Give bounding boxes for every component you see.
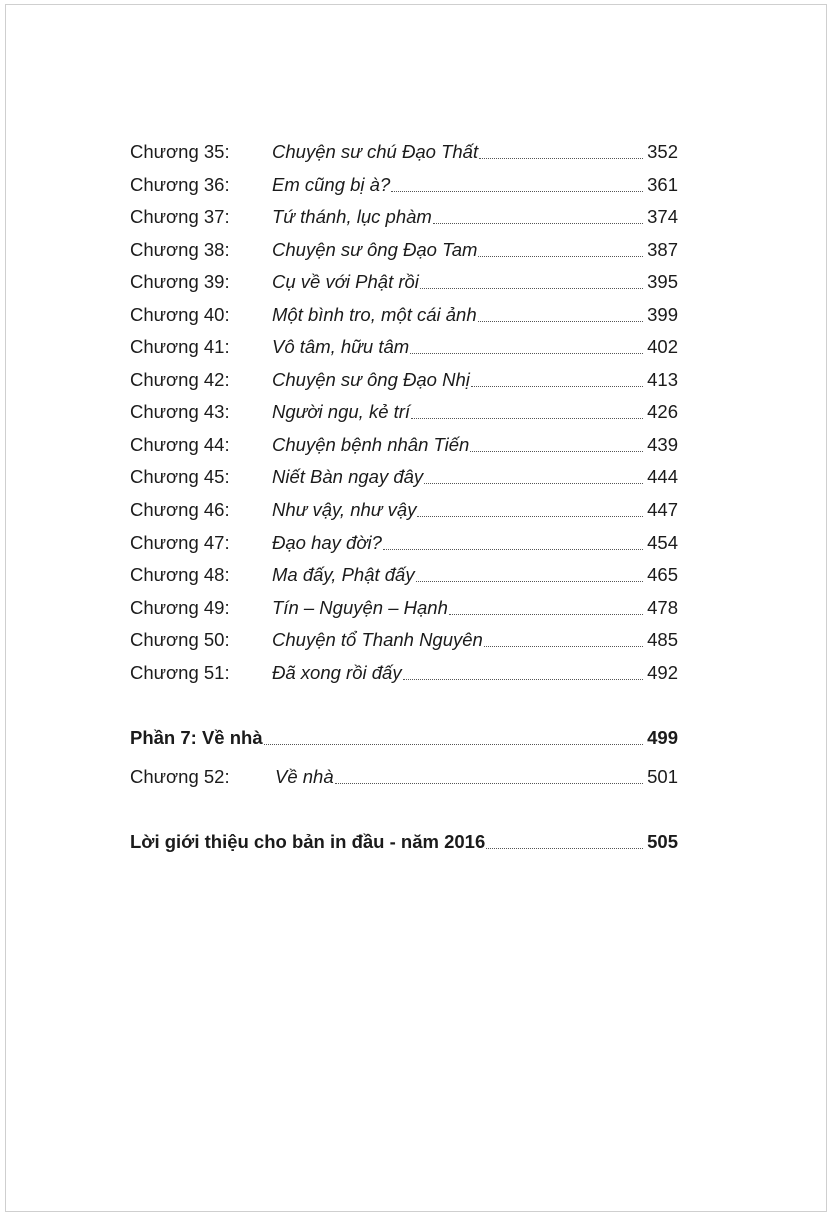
toc-entry-chapter-35[interactable] (130, 137, 678, 163)
toc-entry-introduction[interactable] (130, 827, 678, 853)
chapter-label: Chương 42: (130, 369, 230, 390)
page-number: 426 (647, 401, 678, 422)
dot-leader (486, 848, 643, 849)
page-number: 395 (647, 271, 678, 292)
chapter-title: Về nhà (275, 766, 334, 787)
toc-entry-chapter-45[interactable] (130, 462, 678, 488)
chapter-label: Chương 43: (130, 401, 230, 422)
dot-leader (478, 321, 643, 322)
page-number: 413 (647, 369, 678, 390)
toc-entry-chapter-37[interactable] (130, 202, 678, 228)
page-number: 454 (647, 532, 678, 553)
chapter-label: Chương 50: (130, 629, 230, 650)
chapter-title: Như vậy, như vậy (272, 499, 417, 520)
toc-entry-chapter-52[interactable] (130, 762, 678, 788)
chapter-label: Chương 41: (130, 336, 230, 357)
dot-leader (411, 418, 643, 419)
chapter-title: Chuyện bệnh nhân Tiến (272, 434, 470, 455)
chapter-title: Tín – Nguyện – Hạnh (272, 597, 448, 618)
chapter-title: Chuyện sư chú Đạo Thất (272, 141, 479, 162)
toc-entry-chapter-50[interactable] (130, 625, 678, 651)
page-number: 439 (647, 434, 678, 455)
toc-entry-chapter-47[interactable] (130, 528, 678, 554)
dot-leader (335, 783, 643, 784)
chapter-title: Một bình tro, một cái ảnh (272, 304, 477, 325)
chapter-label: Chương 44: (130, 434, 230, 455)
chapter-title: Cụ về với Phật rồi (272, 271, 419, 292)
toc-entry-chapter-42[interactable] (130, 365, 678, 391)
dot-leader (484, 646, 643, 647)
chapter-label: Chương 38: (130, 239, 230, 260)
toc-entry-chapter-44[interactable] (130, 430, 678, 456)
chapter-label: Chương 52: (130, 766, 230, 787)
toc-entry-chapter-36[interactable] (130, 170, 678, 196)
page-number: 465 (647, 564, 678, 585)
toc-entry-chapter-39[interactable] (130, 267, 678, 293)
page-number: 352 (647, 141, 678, 162)
dot-leader (479, 158, 643, 159)
page-number: 444 (647, 466, 678, 487)
chapter-label: Chương 39: (130, 271, 230, 292)
page-number: 399 (647, 304, 678, 325)
chapter-title: Chuyện sư ông Đạo Tam (272, 239, 478, 260)
book-page (5, 4, 827, 1212)
introduction-title: Lời giới thiệu cho bản in đầu - năm 2016 (130, 831, 486, 852)
dot-leader (471, 386, 643, 387)
chapter-label: Chương 51: (130, 662, 230, 683)
chapter-title: Vô tâm, hữu tâm (272, 336, 410, 357)
dot-leader (420, 288, 643, 289)
page-number: 361 (647, 174, 678, 195)
dot-leader (264, 744, 643, 745)
toc-entry-part-7[interactable] (130, 723, 678, 749)
dot-leader (391, 191, 643, 192)
dot-leader (403, 679, 643, 680)
chapter-title: Em cũng bị à? (272, 174, 391, 195)
chapter-label: Chương 40: (130, 304, 230, 325)
page-number: 402 (647, 336, 678, 357)
chapter-title: Đã xong rồi đấy (272, 662, 402, 683)
chapter-title: Niết Bàn ngay đây (272, 466, 424, 487)
dot-leader (424, 483, 643, 484)
chapter-label: Chương 37: (130, 206, 230, 227)
toc-entry-chapter-51[interactable] (130, 658, 678, 684)
chapter-label: Chương 46: (130, 499, 230, 520)
dot-leader (416, 581, 643, 582)
page-number: 505 (647, 831, 678, 852)
dot-leader (478, 256, 643, 257)
part-title: Phần 7: Về nhà (130, 727, 263, 748)
dot-leader (470, 451, 643, 452)
page-number: 447 (647, 499, 678, 520)
chapter-label: Chương 49: (130, 597, 230, 618)
chapter-title: Đạo hay đời? (272, 532, 382, 553)
page-number: 374 (647, 206, 678, 227)
toc-entry-chapter-38[interactable] (130, 235, 678, 261)
page-number: 501 (647, 766, 678, 787)
page-number: 478 (647, 597, 678, 618)
chapter-title: Ma đấy, Phật đấy (272, 564, 415, 585)
dot-leader (410, 353, 643, 354)
dot-leader (449, 614, 643, 615)
dot-leader (417, 516, 643, 517)
toc-entry-chapter-41[interactable] (130, 332, 678, 358)
page-number: 492 (647, 662, 678, 683)
chapter-label: Chương 45: (130, 466, 230, 487)
page-number: 499 (647, 727, 678, 748)
chapter-title: Chuyện tổ Thanh Nguyên (272, 629, 483, 650)
dot-leader (383, 549, 643, 550)
toc-entry-chapter-43[interactable] (130, 397, 678, 423)
chapter-title: Tứ thánh, lục phàm (272, 206, 432, 227)
chapter-label: Chương 47: (130, 532, 230, 553)
chapter-title: Chuyện sư ông Đạo Nhị (272, 369, 470, 390)
toc-entry-chapter-49[interactable] (130, 593, 678, 619)
dot-leader (433, 223, 643, 224)
page-number: 387 (647, 239, 678, 260)
page-number: 485 (647, 629, 678, 650)
chapter-label: Chương 36: (130, 174, 230, 195)
chapter-label: Chương 48: (130, 564, 230, 585)
toc-entry-chapter-46[interactable] (130, 495, 678, 521)
toc-entry-chapter-48[interactable] (130, 560, 678, 586)
toc-entry-chapter-40[interactable] (130, 300, 678, 326)
chapter-label: Chương 35: (130, 141, 230, 162)
chapter-title: Người ngu, kẻ trí (272, 401, 411, 422)
